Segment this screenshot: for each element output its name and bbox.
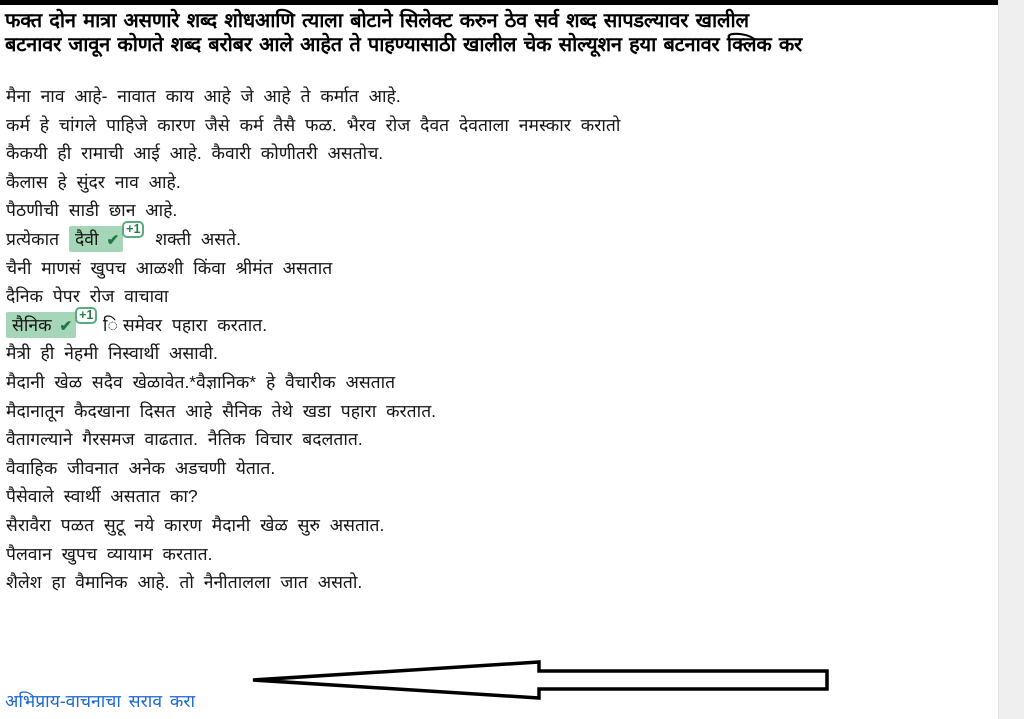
check-icon: ✔ [59, 317, 73, 335]
sentence-line[interactable]: पैसेवाले स्वार्थी असतात का? [6, 486, 198, 507]
sentence-line[interactable]: वैतागल्याने गैरसमज वाढतात. नैतिक विचार बदलतात. [6, 429, 363, 450]
left-arrow-icon [249, 657, 831, 701]
check-icon: ✔ [106, 231, 120, 249]
sentence-line[interactable]: मैना नाव आहे- नावात काय आहे जे आहे ते कर्मात आहे. [6, 86, 401, 106]
sentence-line[interactable]: कैकयी ही रामाची आई आहे. कैवारी कोणीतरी असतोच. [6, 143, 384, 164]
word-exercise-list [6, 82, 994, 597]
feedback-reading-practice-link[interactable]: अभिप्राय-वाचनाचा सराव करा [5, 691, 196, 711]
sentence-line[interactable]: मैदानी खेळ सदैव खेळावेत.*वैज्ञानिक* हे वैचारीक असतात [6, 371, 396, 392]
sentence-suffix: िसमेवर पहारा करतात. [122, 314, 268, 335]
sentence-line[interactable]: कर्म हे चांगले पाहिजे कारण जैसे कर्म तैसै फळ. भैरव रोज दैवत देवताला नमस्कार करातो [6, 114, 621, 135]
highlighted-word-sainik[interactable] [6, 312, 76, 338]
instruction-line-1: फक्त दोन मात्रा असणारे शब्द शोधआणि त्याला बोटाने सिलेक्ट करुन ठेव सर्व शब्द सापडल्यावर खालील [5, 10, 749, 32]
sentence-line[interactable]: चैनी माणसं खुपच आळशी किंवा श्रीमंत असतात [6, 257, 333, 278]
sentence-line[interactable]: सैरावैरा पळत सुटू नये कारण मैदानी खेळ सुरु असतात. [6, 514, 385, 535]
sentence-line[interactable]: मैदानातून कैदखाना दिसत आहे सैनिक तेथे खडा पहारा करतात. [6, 400, 437, 421]
highlighted-word-text: सैनिक [12, 314, 52, 335]
highlighted-word-daivi[interactable] [69, 226, 123, 252]
sentence-line[interactable]: वैवाहिक जीवनात अनेक अडचणी येतात. [6, 457, 276, 478]
sentence-line[interactable]: पैठणीची साडी छान आहे. [6, 200, 178, 221]
plus-one-badge: +1 [122, 221, 144, 238]
sentence-line[interactable]: कैलास हे सुंदर नाव आहे. [6, 171, 181, 192]
top-border-bar [0, 0, 998, 5]
right-gutter [998, 0, 1024, 719]
sentence-line[interactable] [6, 307, 994, 340]
sentence-line[interactable]: शैलेश हा वैमानिक आहे. तो नैनीतालला जात असतो. [6, 572, 363, 593]
sentence-prefix: प्रत्येकात [6, 228, 69, 249]
plus-one-badge: +1 [75, 307, 97, 324]
highlighted-word-text: दैवी [75, 228, 99, 249]
sentence-line[interactable] [6, 221, 994, 254]
sentence-line[interactable]: पैलवान खुपच व्यायाम करतात. [6, 543, 213, 564]
instruction-header [5, 9, 997, 57]
sentence-line[interactable]: दैनिक पेपर रोज वाचावा [6, 286, 169, 307]
sentence-suffix: शक्ती असते. [155, 228, 241, 249]
instruction-line-2: बटनावर जावून कोणते शब्द बरोबर आले आहेत ते पाहण्यासाठी खालील चेक सोल्यूशन हया बटनावर क्लिक कर [5, 34, 802, 56]
sentence-line[interactable]: मैत्री ही नेहमी निस्वार्थी असावी. [6, 343, 218, 364]
